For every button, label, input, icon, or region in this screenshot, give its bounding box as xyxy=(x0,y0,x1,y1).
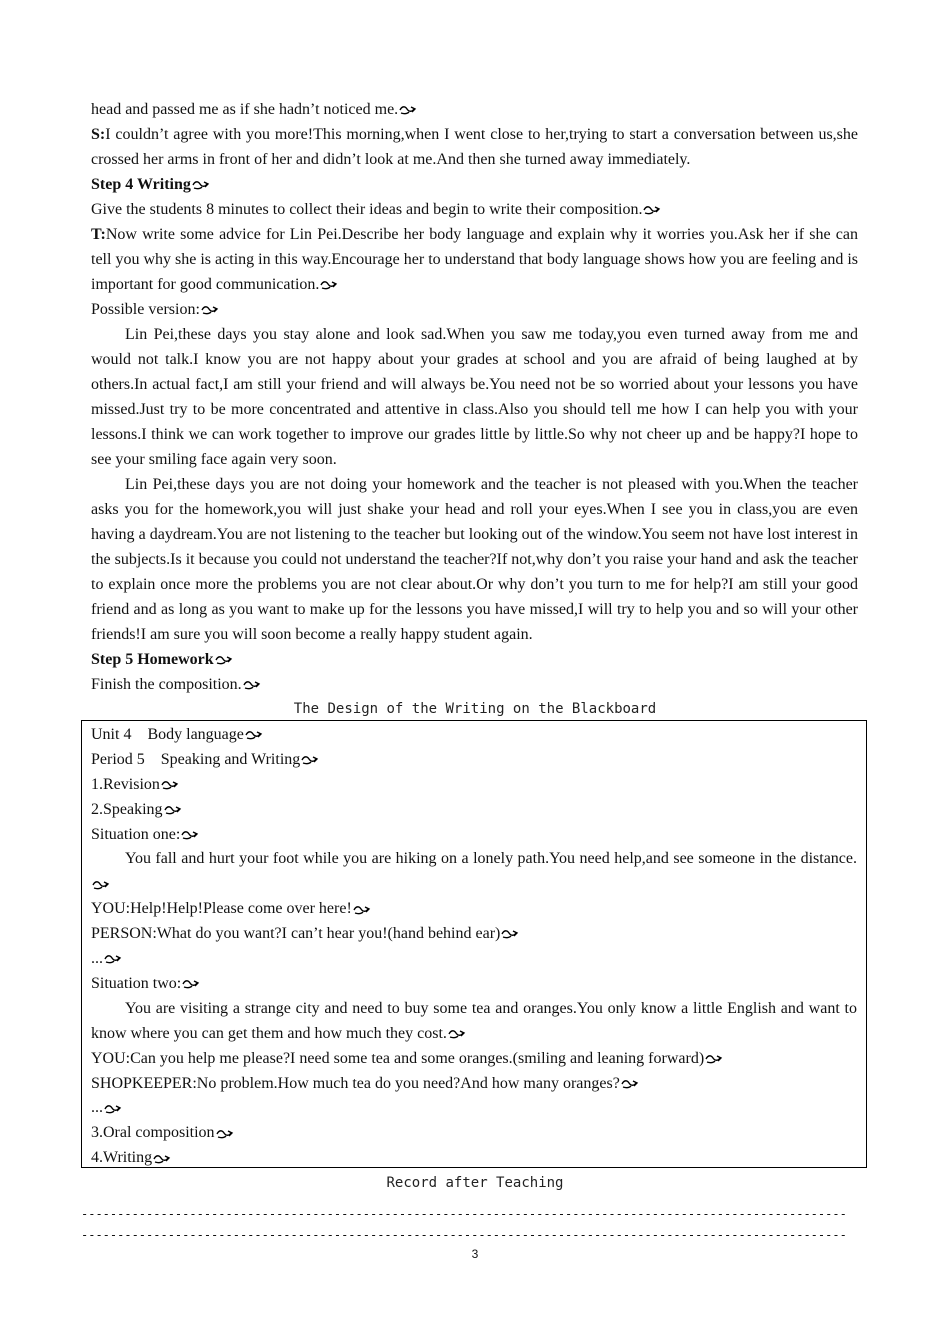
paragraph-mark-icon xyxy=(320,280,338,290)
board-line: SHOPKEEPER:No problem.How much tea do you need?And how many oranges? xyxy=(91,1072,857,1097)
paragraph-mark-icon xyxy=(104,1104,122,1114)
record-after-teaching-title: Record after Teaching xyxy=(386,1175,564,1191)
paragraph-mark-icon xyxy=(643,205,661,215)
board-situation-two-text: You are visiting a strange city and need to buy some tea and oranges.You only know a little English and want to know where you can get them and how much they cost. xyxy=(91,999,857,1042)
board-line: 2.Speaking xyxy=(91,798,857,823)
paragraph-mark-icon xyxy=(399,105,417,115)
board-line: Situation two: xyxy=(91,972,857,997)
board-line: YOU:Help!Help!Please come over here! xyxy=(91,897,857,922)
paragraph-mark-icon xyxy=(301,755,319,765)
paragraph-mark-icon xyxy=(201,305,219,315)
speaker-label: T: xyxy=(91,226,106,243)
board-situation-one-text: You fall and hurt your foot while you are hiking on a lonely path.You need help,and see someone in the distance. xyxy=(91,847,857,897)
paragraph-line: head and passed me as if she hadn’t noticed me. xyxy=(91,97,858,122)
paragraph-mark-icon xyxy=(501,929,519,939)
dashed-separator: ---------------------------------------------------------------------------------------------------------- xyxy=(81,1207,847,1221)
board-line: YOU:Can you help me please?I need some tea and some oranges.(smiling and leaning forward) xyxy=(91,1047,857,1072)
speaker-label: S: xyxy=(91,126,106,143)
board-line: 1.Revision xyxy=(91,773,857,798)
possible-version-label: Possible version: xyxy=(91,297,858,322)
blackboard-box xyxy=(81,720,867,1168)
paragraph-mark-icon xyxy=(161,780,179,790)
paragraph-mark-icon xyxy=(245,730,263,740)
step4-heading: Step 4 Writing xyxy=(91,172,858,197)
paragraph-mark-icon xyxy=(243,680,261,690)
document-body xyxy=(91,97,858,697)
board-line: 4.Writing xyxy=(91,1146,857,1171)
paragraph-mark-icon xyxy=(164,805,182,815)
paragraph-mark-icon xyxy=(104,954,122,964)
board-line: Situation one: xyxy=(91,823,857,848)
step5-heading: Step 5 Homework xyxy=(91,647,858,672)
page-number: 3 xyxy=(471,1247,479,1261)
board-line: PERSON:What do you want?I can’t hear you!(hand behind ear) xyxy=(91,922,857,947)
teacher-line: T:Now write some advice for Lin Pei.Describe her body language and explain why it worries you.Ask her if she can tell you why she is acting in this way.Encourage her to understand that body language shows how you are feeling and is important for good communication. xyxy=(91,226,858,293)
board-design-title: The Design of the Writing on the Blackboard xyxy=(293,701,657,717)
paragraph-mark-icon xyxy=(192,180,210,190)
paragraph-mark-icon xyxy=(215,655,233,665)
sample-paragraph-1: Lin Pei,these days you stay alone and look sad.When you saw me today,you even turned away from me and would not talk.I know you are not happy about your grades at school and you are afraid of being laughed at by others.In actual fact,I am still your friend and will always be.You need not be so worried about your lessons you have missed.Just try to be more concentrated and attentive in class.Also you should tell me how I can help you with your lessons.I think we can work together to improve our grades little by little.So why not cheer up and be happy?I hope to see your smiling face again very soon. xyxy=(91,326,858,468)
paragraph-mark-icon xyxy=(353,905,371,915)
student-line: S:I couldn’t agree with you more!This morning,when I went close to her,trying to start a conversation between us,she crossed her arms in front of her and didn’t look at me.And then she turned away immediately. xyxy=(91,126,858,168)
paragraph-mark-icon xyxy=(181,830,199,840)
paragraph-mark-icon xyxy=(182,979,200,989)
board-line: Period 5 Speaking and Writing xyxy=(91,748,857,773)
board-line: Unit 4 Body language xyxy=(91,723,857,748)
paragraph-mark-icon xyxy=(216,1129,234,1139)
board-line: 3.Oral composition xyxy=(91,1121,857,1146)
paragraph-mark-icon xyxy=(621,1079,639,1089)
board-line: ... xyxy=(91,947,857,972)
paragraph-mark-icon xyxy=(448,1029,466,1039)
paragraph-mark-icon xyxy=(705,1054,723,1064)
dashed-separator: ---------------------------------------------------------------------------------------------------------- xyxy=(81,1228,847,1242)
sample-paragraph-2: Lin Pei,these days you are not doing your homework and the teacher is not pleased with you.When the teacher asks you for the homework,you will just shake your head and roll your eyes.When I see you in class,you are even having a daydream.You are not listening to the teacher but looking out of the window.You seem not have lost interest in the subjects.Is it because you could not understand the teacher?If not,why don’t you raise your hand and ask the teacher to explain once more the problems you are not clear about.Or why don’t you turn to me for help?I am still your good friend and as long as you want to make up for the lessons you have missed,I will try to help you and so will your other friends!I am sure you will soon become a really happy student again. xyxy=(91,476,858,643)
board-line: ... xyxy=(91,1096,857,1121)
paragraph-line: Give the students 8 minutes to collect their ideas and begin to write their composition. xyxy=(91,197,858,222)
paragraph-line: Finish the composition. xyxy=(91,672,858,697)
paragraph-mark-icon xyxy=(92,880,110,890)
paragraph-mark-icon xyxy=(153,1154,171,1164)
